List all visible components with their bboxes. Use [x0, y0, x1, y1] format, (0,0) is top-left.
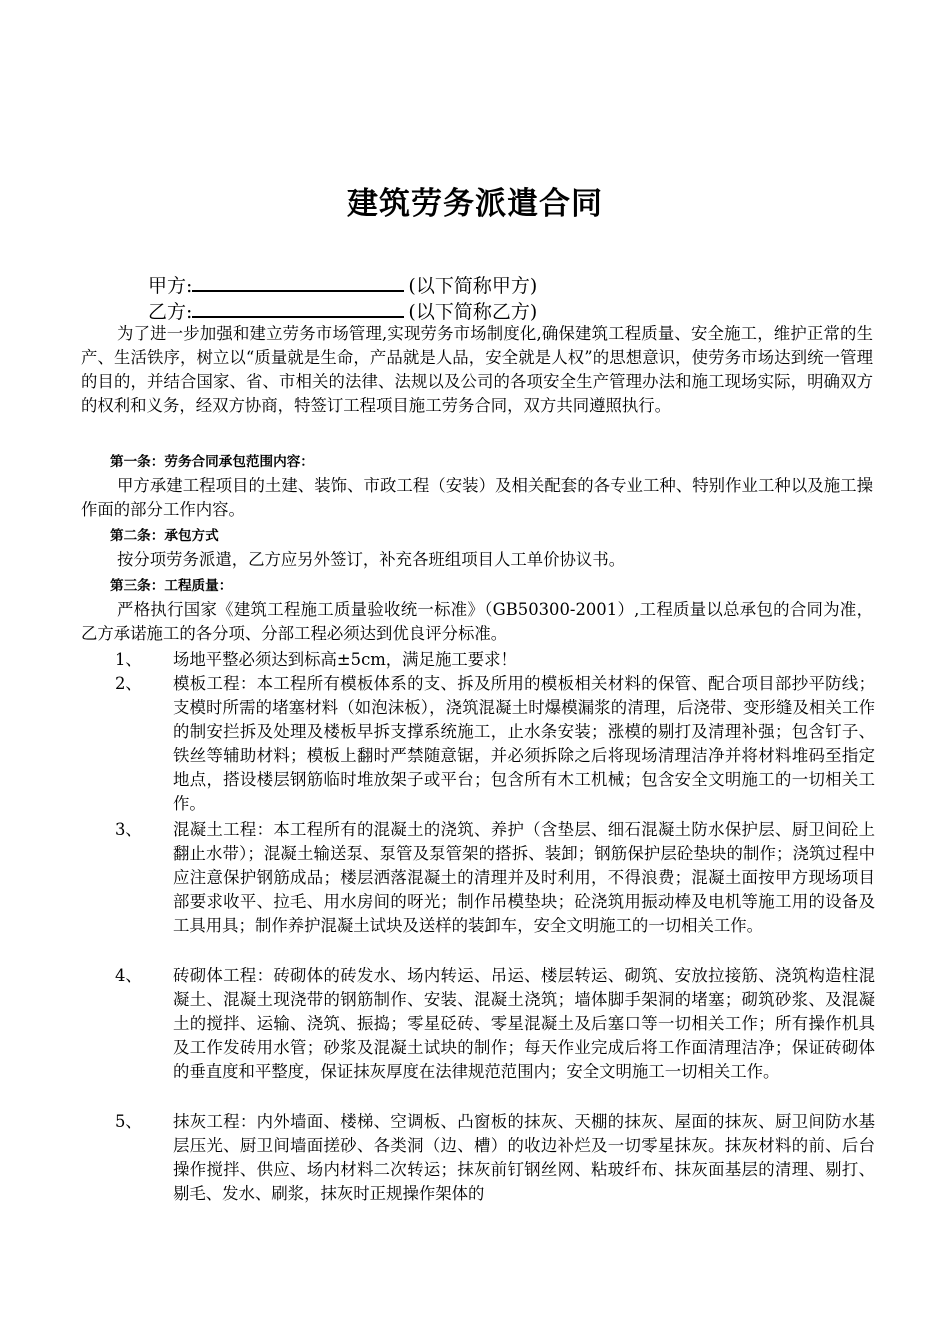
party-b-suffix: (以下简称乙方) [408, 301, 538, 323]
party-a-blank [192, 272, 404, 292]
list-item-text: 砖砌体工程：砖砌体的砖发水、场内转运、吊运、楼层转运、砌筑、安放拉接筋、浇筑构造柱混凝土、混凝土现浇带的钢筋制作、安装、混凝土浇筑；墙体脚手架洞的堵塞；砌筑砂浆、及混凝土的搅拌、运输、浇筑、振捣；零星砭砖、零星混凝土及后塞口等一切相关工作；所有操作机具及工作发砖用水管；砂浆及混凝土试块的制作；每天作业完成后将工作面清理洁净；保证砖砌体的垂直度和平整度，保证抹灰厚度在法律规范范围内；安全文明施工一切相关工作。 [173, 966, 875, 1082]
article-1-heading: 第一条：劳务合同承包范围内容： [110, 454, 314, 470]
party-a-line [148, 272, 537, 299]
article-2-heading: 第二条：承包方式 [110, 528, 219, 544]
list-item-number: 2、 [115, 674, 142, 693]
party-a-label: 甲方: [148, 275, 193, 297]
article-3-body: 严格执行国家《建筑工程施工质量验收统一标准》（GB50300-2001）,工程质量以总承包的合同为准，乙方承诺施工的各分项、分部工程必须达到优良评分标准。 [81, 600, 873, 644]
list-item-text: 模板工程：本工程所有模板体系的支、拆及所用的模板相关材料的保管、配合项目部抄平防线；支模时所需的堵塞材料（如泡沫板），浇筑混凝土时爆模漏浆的清理，后浇带、变形缝及相关工作的制安拦拆及处理及楼板早拆支撑系统施工，止水条安装；涨模的剔打及清理补强；包含钉子、铁丝等辅助材料；模板上翻时严禁随意锯，并必须拆除之后将现场清理洁净并将材料堆码至指定地点，搭设楼层钢筋临时堆放架子或平台；包含所有木工机械；包含安全文明施工的一切相关工作。 [173, 674, 875, 814]
article-3-heading: 第三条：工程质量： [110, 578, 233, 594]
party-a-suffix: (以下简称甲方) [408, 275, 538, 297]
list-item-number: 4、 [115, 966, 142, 985]
party-b-blank [192, 298, 404, 318]
party-b-line [148, 298, 537, 325]
list-item-number: 3、 [115, 820, 142, 839]
party-b-label: 乙方: [148, 301, 193, 323]
article-1-body: 甲方承建工程项目的土建、装饰、市政工程（安装）及相关配套的各专业工种、特别作业工种以及施工操作面的部分工作内容。 [81, 476, 873, 520]
list-item-number: 5、 [115, 1112, 142, 1131]
document-title: 建筑劳务派遣合同 [347, 186, 603, 222]
list-item-text: 场地平整必须达到标高±5cm，满足施工要求！ [173, 650, 517, 669]
list-item-number: 1、 [115, 650, 142, 669]
intro-paragraph: 为了进一步加强和建立劳务市场管理,实现劳务市场制度化,确保建筑工程质量、安全施工，维护正常的生产、生活铁序，树立以“质量就是生命，产品就是人品，安全就是人权”的思想意识，使劳务市场达到统一管理的目的，并结合国家、省、市相关的法律、法规以及公司的各项安全生产管理办法和施工现场实际，明确双方的权利和义务，经双方协商，特签订工程项目施工劳务合同，双方共同遵照执行。 [81, 324, 873, 416]
article-2-body: 按分项劳务派遣，乙方应另外签订，补充各班组项目人工单价协议书。 [117, 550, 626, 569]
list-item-text: 抹灰工程：内外墙面、楼梯、空调板、凸窗板的抹灰、天棚的抹灰、屋面的抹灰、厨卫间防水基层压光、厨卫间墙面搓砂、各类洞（边、槽）的收边补烂及一切零星抹灰。抹灰材料的前、后台操作搅拌、供应、场内材料二次转运；抹灰前钉钢丝网、粘玻纤布、抹灰面基层的清理、剔打、剔毛、发水、刷浆，抹灰时正规操作架体的 [173, 1112, 875, 1204]
list-item-text: 混凝土工程：本工程所有的混凝土的浇筑、养护（含垫层、细石混凝土防水保护层、厨卫间砼上翻止水带）；混凝土输送泵、泵管及泵管架的搭拆、装卸；钢筋保护层砼垫块的制作；浇筑过程中应注意保护钢筋成品；楼层洒落混凝土的清理并及时利用，不得浪费；混凝土面按甲方现场项目部要求收平、拉毛、用水房间的呀光；制作吊模垫块；砼浇筑用振动棒及电机等施工用的设备及工具用具；制作养护混凝土试块及送样的装卸车，安全文明施工的一切相关工作。 [173, 820, 875, 936]
